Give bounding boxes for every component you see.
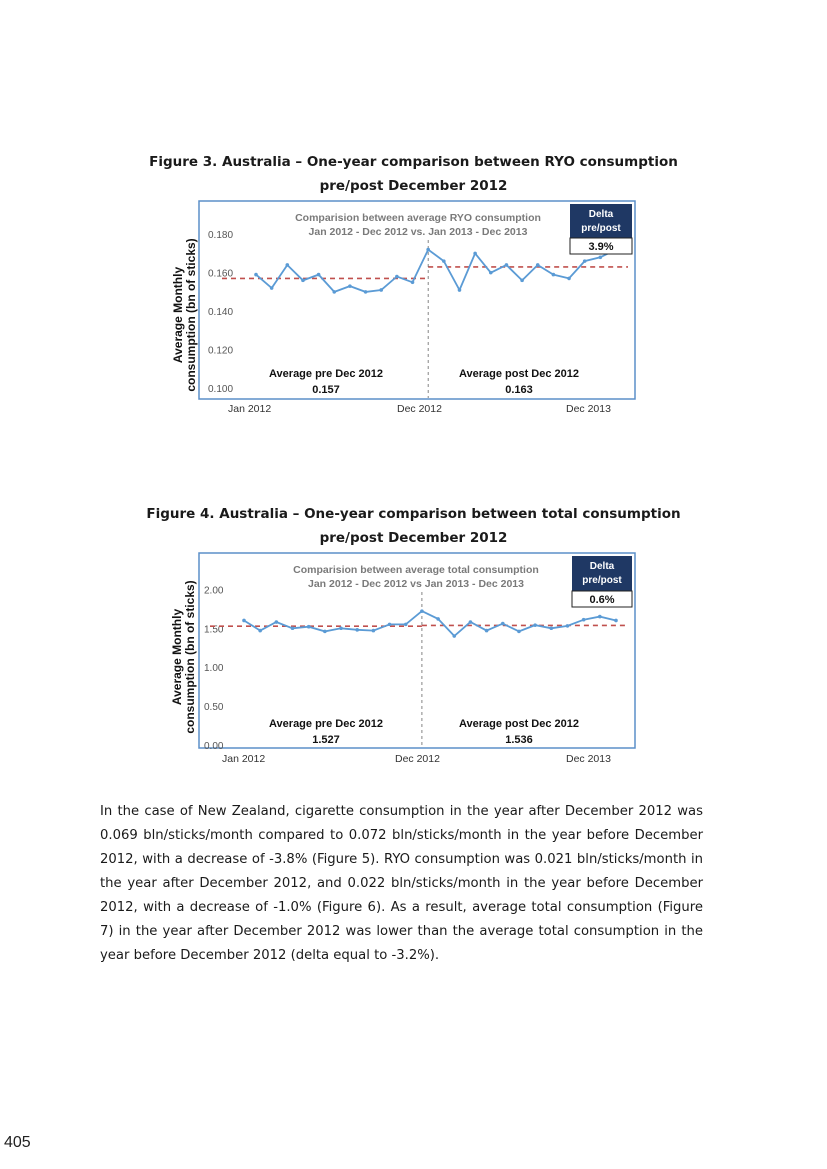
chart1-delta-title-line2: pre/post — [581, 223, 621, 234]
chart1-delta-value: 3.9% — [588, 241, 614, 253]
chart1-title-line1: Comparision between average RYO consumption — [295, 212, 541, 224]
chart1-point-16 — [505, 263, 509, 267]
chart2-avg-pre-label: Average pre Dec 2012 — [269, 718, 383, 730]
figure3-caption — [0, 150, 827, 198]
chart2-point-6 — [339, 626, 343, 630]
chart1-point-17 — [520, 279, 524, 283]
chart2-point-18 — [533, 623, 537, 627]
chart2-point-17 — [517, 630, 521, 634]
chart1-point-10 — [411, 280, 415, 284]
chart1-point-1 — [270, 286, 274, 290]
chart1-ylabel-block — [163, 200, 203, 430]
body-paragraph: In the case of New Zealand, cigarette consumption in the year after December 2012 was 0.069 bln/sticks/month compared to 0.072 bln/sticks/month in the year before December 2012, with a decrease of -3.8% (Figure 5). RYO consumption was 0.021 bln/sticks/month in the year after December 2012, and 0.022 bln/sticks/month in the year before December 2012, with a decrease of -1.0% (Figure 6). As a result, average total consumption (Figure 7) in the year after December 2012 was lower than the average total consumption in the year before December 2012 (delta equal to -3.2%). — [100, 804, 703, 963]
chart1-point-12 — [442, 259, 446, 263]
chart2-point-19 — [550, 626, 554, 630]
chart2-delta-title-line2: pre/post — [582, 575, 622, 586]
chart2-container — [198, 552, 636, 749]
chart2-point-8 — [372, 629, 376, 633]
chart1-point-5 — [332, 290, 336, 294]
chart2-delta-value: 0.6% — [589, 594, 615, 606]
chart2-svg — [198, 552, 636, 749]
chart2-point-7 — [355, 628, 359, 632]
chart1-container — [198, 200, 636, 400]
chart2-ytick-2: 1.00 — [204, 663, 224, 675]
chart2-point-14 — [469, 620, 473, 624]
chart1-point-11 — [426, 248, 430, 252]
chart2-avg-pre-value: 1.527 — [312, 734, 340, 746]
chart2-point-16 — [501, 622, 505, 626]
chart2-point-11 — [420, 609, 424, 613]
chart2-point-13 — [452, 634, 456, 638]
chart1-avg-pre-value: 0.157 — [312, 384, 340, 396]
page-number: 405 — [4, 1134, 31, 1151]
chart2-point-22 — [598, 615, 602, 619]
chart1-point-2 — [286, 263, 290, 267]
chart2-ytick-0: 0.00 — [204, 741, 224, 749]
chart1-ylabel-line2: consumption (bn of sticks) — [184, 238, 198, 392]
chart1-point-9 — [395, 275, 399, 279]
chart1-delta-title-line1: Delta — [588, 209, 614, 220]
chart1-point-22 — [599, 255, 603, 259]
chart2-point-9 — [388, 623, 392, 627]
chart2-point-15 — [485, 629, 489, 633]
figure4-caption-line1: Figure 4. Australia – One-year comparison between total consumption — [146, 506, 681, 522]
chart2-point-1 — [258, 629, 262, 633]
chart1-point-0 — [254, 273, 258, 277]
chart2-avg-post-label: Average post Dec 2012 — [458, 718, 580, 730]
chart1-ytick-3: 0.160 — [208, 268, 234, 280]
chart2-ytick-3: 1.50 — [204, 624, 224, 636]
chart2-point-12 — [436, 617, 440, 621]
chart2-ylabel-block — [162, 552, 202, 782]
chart1-ylabel-line1: Average Monthly — [171, 266, 185, 364]
figure4-caption — [0, 502, 827, 550]
chart1-title-line2: Jan 2012 - Dec 2012 vs. Jan 2013 - Dec 2013 — [308, 226, 528, 238]
chart2-point-10 — [404, 623, 408, 627]
chart2-point-23 — [614, 619, 618, 623]
chart1-point-21 — [583, 259, 587, 263]
chart2-delta-title-line1: Delta — [589, 561, 615, 572]
chart2-title-line2: Jan 2012 - Dec 2012 vs Jan 2013 - Dec 2013 — [308, 578, 524, 590]
chart2-point-5 — [323, 630, 327, 634]
chart1-xtick-1: Dec 2012 — [397, 403, 442, 415]
chart1-svg — [198, 200, 636, 400]
chart2-point-4 — [307, 625, 311, 629]
chart2-ylabel-line2: consumption (bn of sticks) — [183, 580, 197, 734]
chart1-point-14 — [473, 252, 477, 256]
chart2-point-20 — [566, 624, 570, 628]
chart1-avg-post-label: Average post Dec 2012 — [458, 368, 580, 380]
chart1-point-3 — [301, 279, 305, 283]
chart2-title-line1: Comparision between average total consumption — [293, 564, 539, 576]
chart2-point-21 — [582, 618, 586, 622]
chart1-point-6 — [348, 284, 352, 288]
chart2-ytick-4: 2.00 — [204, 585, 224, 597]
chart1-ytick-4: 0.180 — [208, 230, 234, 242]
chart1-point-7 — [364, 290, 368, 294]
chart1-avg-post-value: 0.163 — [505, 384, 533, 396]
chart2-avg-post-value: 1.536 — [505, 734, 533, 746]
chart1-ytick-1: 0.120 — [208, 345, 234, 357]
chart1-avg-pre-label: Average pre Dec 2012 — [269, 368, 383, 380]
chart2-ylabel-line1: Average Monthly — [170, 608, 184, 706]
chart1-point-4 — [317, 273, 321, 277]
figure4-caption-line2: pre/post December 2012 — [319, 530, 508, 546]
chart2-point-2 — [275, 620, 279, 624]
chart1-point-19 — [552, 273, 556, 277]
chart1-point-20 — [567, 277, 571, 281]
chart1-point-15 — [489, 271, 493, 275]
chart1-xtick-2: Dec 2013 — [566, 403, 611, 415]
chart1-point-18 — [536, 263, 540, 267]
chart1-ytick-2: 0.140 — [208, 307, 234, 319]
figure3-caption-line1: Figure 3. Australia – One-year comparison between RYO consumption — [149, 154, 678, 170]
chart2-ytick-1: 0.50 — [204, 702, 224, 714]
chart1-point-8 — [379, 288, 383, 292]
chart1-point-13 — [458, 288, 462, 292]
chart2-xtick-1: Dec 2012 — [395, 753, 440, 765]
chart2-point-0 — [242, 619, 246, 623]
chart1-xtick-0: Jan 2012 — [228, 403, 272, 415]
chart2-xtick-2: Dec 2013 — [566, 753, 611, 765]
chart1-ytick-0: 0.100 — [208, 384, 234, 395]
chart2-point-3 — [291, 626, 295, 630]
chart2-xtick-0: Jan 2012 — [222, 753, 266, 765]
figure3-caption-line2: pre/post December 2012 — [319, 178, 508, 194]
